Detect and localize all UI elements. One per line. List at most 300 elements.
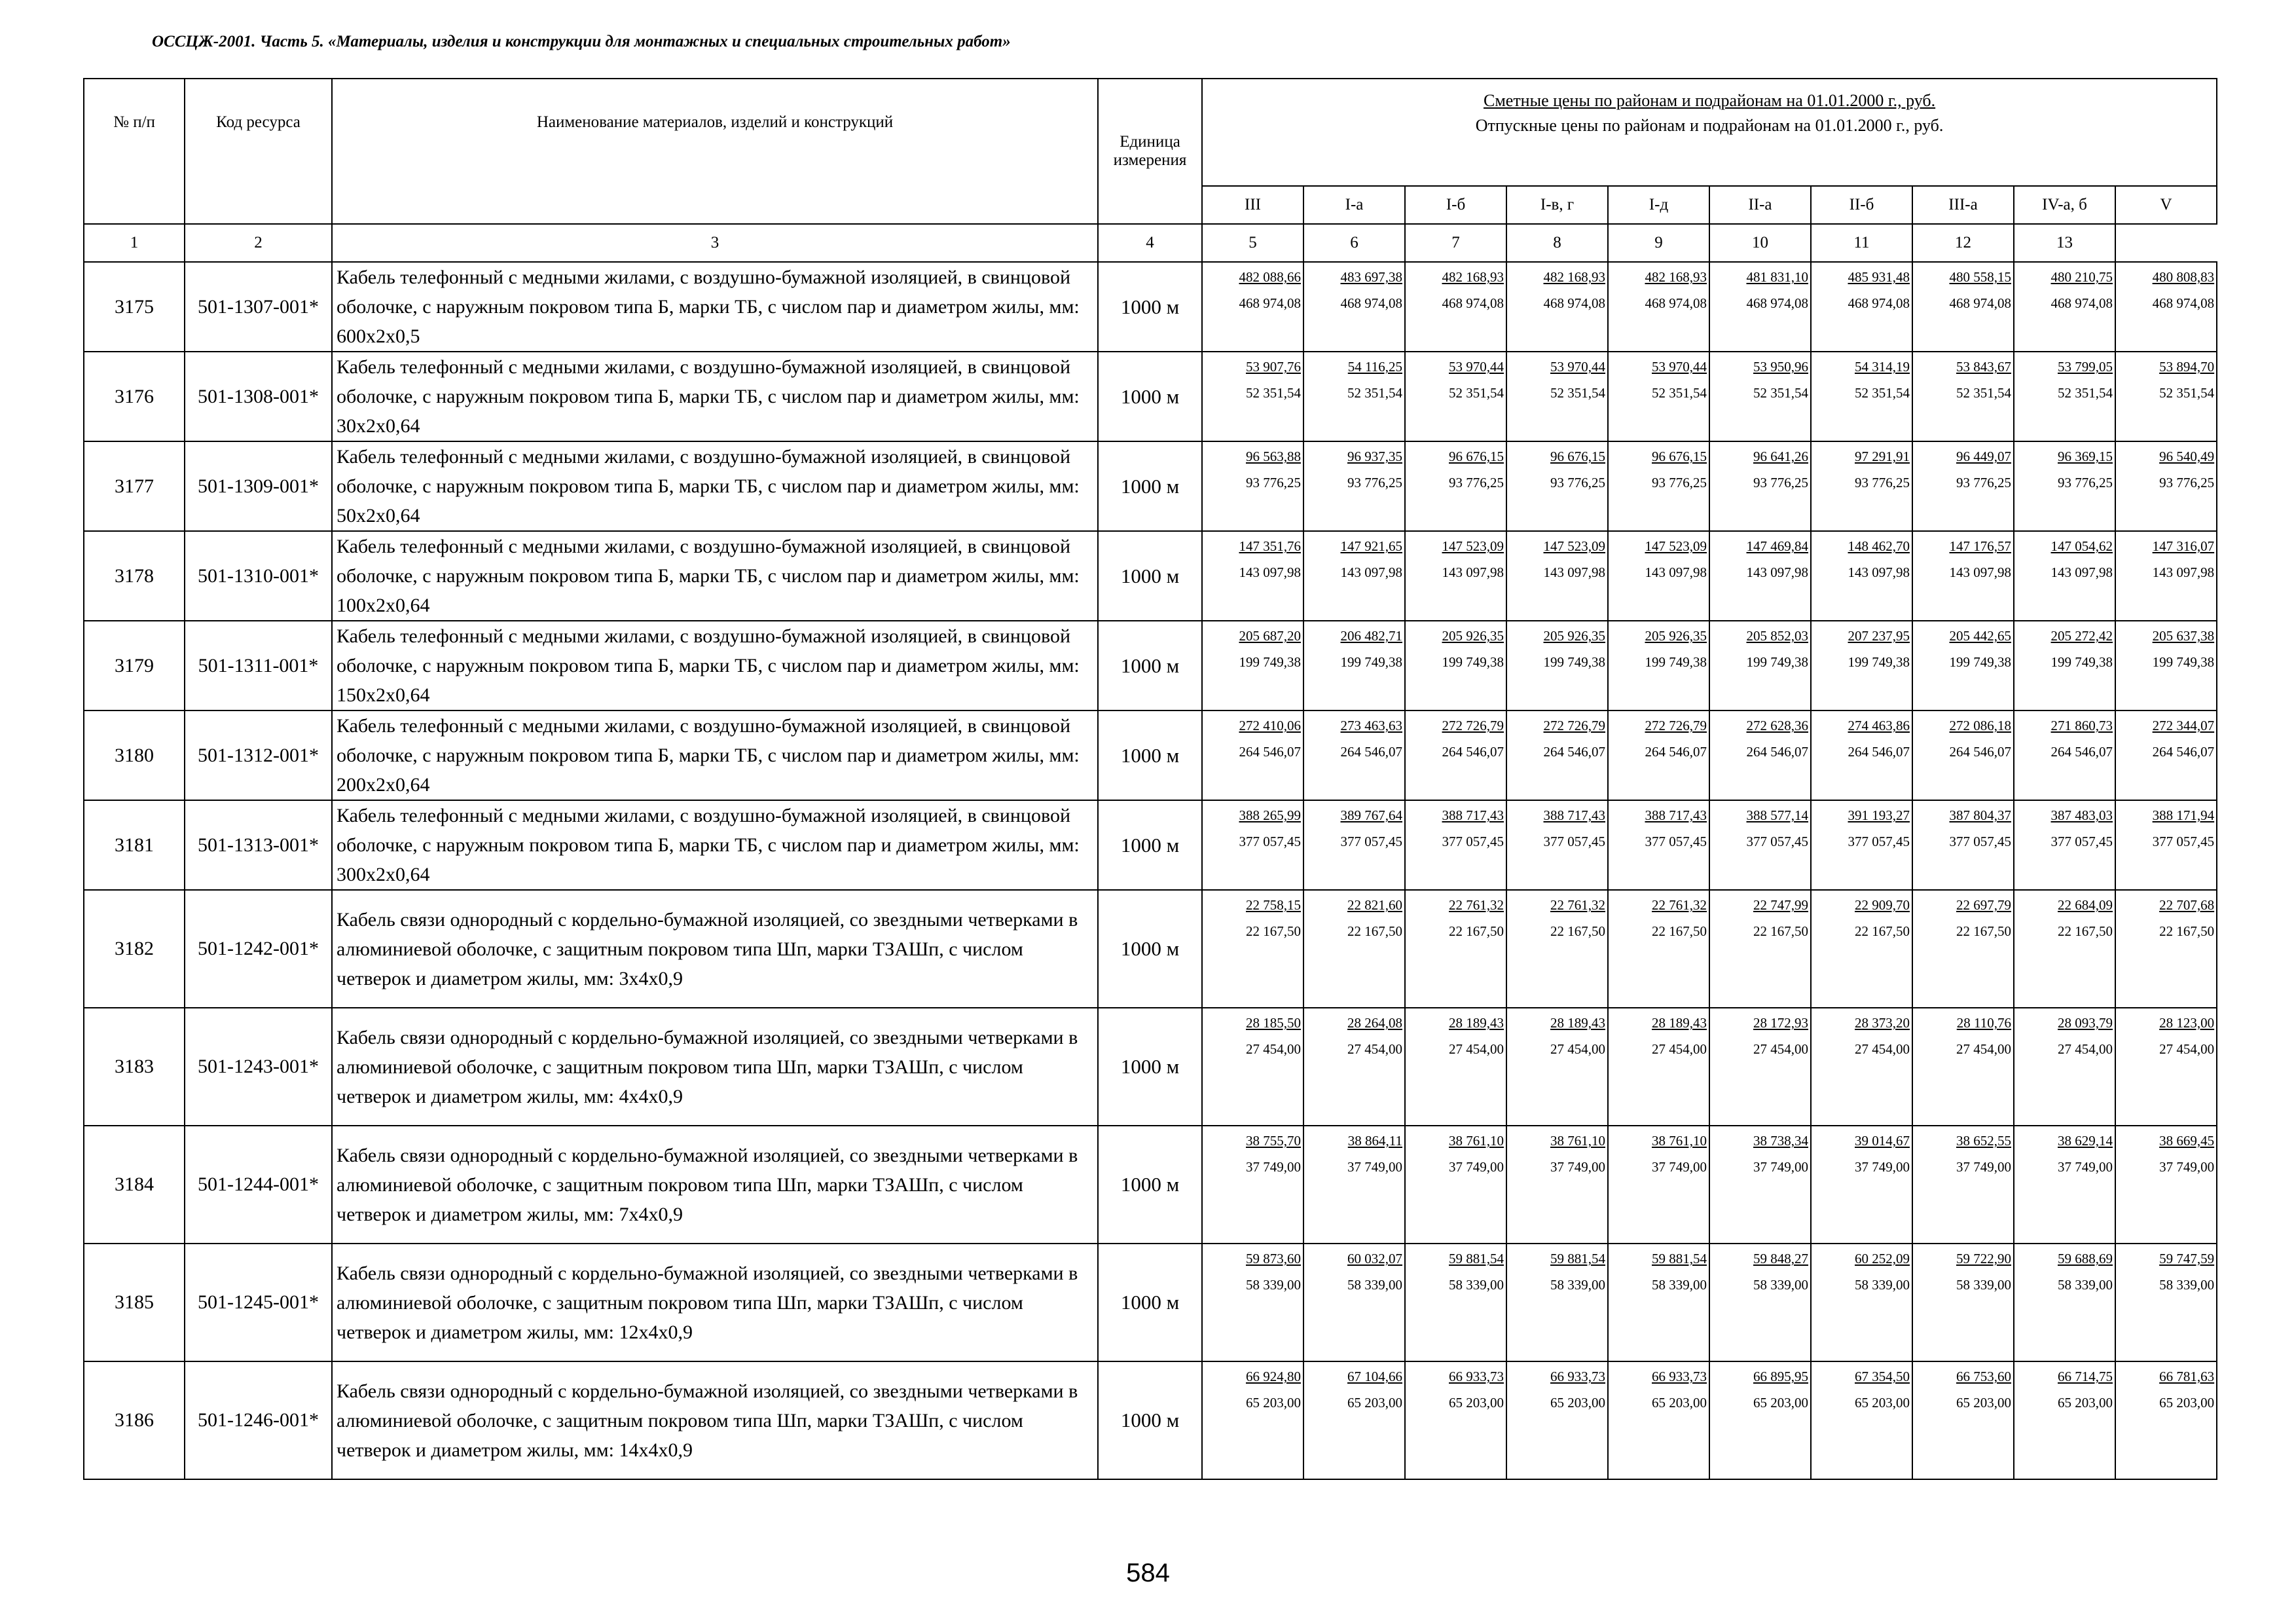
release-price: 143 097,98 bbox=[1848, 564, 1910, 580]
price-cell bbox=[1608, 621, 1709, 710]
estimate-price: 147 316,07 bbox=[2152, 538, 2215, 554]
price-cell bbox=[1811, 352, 1912, 441]
release-price: 264 546,07 bbox=[1543, 744, 1605, 760]
column-number: 2 bbox=[185, 224, 332, 262]
price-cell bbox=[2014, 531, 2115, 621]
estimate-price: 38 652,55 bbox=[1956, 1133, 2011, 1149]
price-cell bbox=[1811, 441, 1912, 531]
region-header: II-б bbox=[1811, 186, 1912, 224]
release-price: 58 339,00 bbox=[1449, 1277, 1504, 1293]
price-cell bbox=[1202, 1361, 1303, 1479]
price-cell bbox=[1912, 1126, 2014, 1244]
row-number: 3179 bbox=[84, 621, 185, 710]
estimate-price: 66 924,80 bbox=[1246, 1369, 1301, 1384]
release-price: 22 167,50 bbox=[1550, 923, 1605, 939]
price-cell bbox=[1303, 621, 1405, 710]
estimate-price: 147 176,57 bbox=[1949, 538, 2011, 554]
price-cell bbox=[1811, 621, 1912, 710]
price-cell bbox=[1405, 1126, 1506, 1244]
release-price: 93 776,25 bbox=[1956, 475, 2011, 490]
unit-of-measure: 1000 м bbox=[1098, 1008, 1202, 1126]
price-cell bbox=[1912, 1361, 2014, 1479]
price-cell bbox=[2014, 262, 2115, 352]
material-name: Кабель телефонный с медными жилами, с воздушно-бумажной изоляцией, в свинцовой оболочке, с наружным покровом типа Б, марки ТБ, с числом пар и диаметром жилы, мм: 150х2х0,64 bbox=[332, 621, 1098, 710]
price-cell bbox=[1202, 710, 1303, 800]
release-price: 22 167,50 bbox=[2058, 923, 2113, 939]
price-cell bbox=[1506, 262, 1608, 352]
estimate-price: 96 676,15 bbox=[1652, 449, 1707, 464]
resource-code: 501-1242-001* bbox=[185, 890, 332, 1008]
row-number: 3180 bbox=[84, 710, 185, 800]
release-price: 22 167,50 bbox=[1652, 923, 1707, 939]
release-price: 37 749,00 bbox=[1753, 1159, 1808, 1175]
estimate-price: 147 523,09 bbox=[1543, 538, 1605, 554]
price-cell bbox=[2014, 352, 2115, 441]
release-price: 143 097,98 bbox=[1746, 564, 1808, 580]
estimate-price: 22 761,32 bbox=[1449, 897, 1504, 913]
estimate-price: 66 933,73 bbox=[1550, 1369, 1605, 1384]
table-row bbox=[84, 710, 2217, 800]
release-price: 143 097,98 bbox=[2050, 564, 2113, 580]
estimate-price: 53 970,44 bbox=[1449, 359, 1504, 375]
release-price: 37 749,00 bbox=[1550, 1159, 1605, 1175]
price-cell bbox=[1202, 1244, 1303, 1361]
price-cell bbox=[1303, 1008, 1405, 1126]
release-price: 93 776,25 bbox=[1449, 475, 1504, 490]
release-price: 58 339,00 bbox=[1246, 1277, 1301, 1293]
release-price: 143 097,98 bbox=[1239, 564, 1301, 580]
estimate-price: 28 373,20 bbox=[1855, 1015, 1910, 1031]
price-cell bbox=[1506, 352, 1608, 441]
table-row bbox=[84, 1361, 2217, 1479]
price-cell bbox=[1912, 531, 2014, 621]
release-price: 199 749,38 bbox=[2050, 654, 2113, 670]
price-cell bbox=[2014, 441, 2115, 531]
price-cell bbox=[1303, 1244, 1405, 1361]
column-number: 3 bbox=[332, 224, 1098, 262]
unit-of-measure: 1000 м bbox=[1098, 262, 1202, 352]
price-cell bbox=[1608, 1361, 1709, 1479]
price-cell bbox=[1912, 621, 2014, 710]
release-price: 27 454,00 bbox=[1753, 1041, 1808, 1057]
estimate-price: 38 761,10 bbox=[1550, 1133, 1605, 1149]
estimate-price: 482 168,93 bbox=[1543, 269, 1605, 285]
price-table bbox=[83, 78, 2217, 1480]
price-cell bbox=[1811, 710, 1912, 800]
material-name: Кабель связи однородный с кордельно-бумажной изоляцией, со звездными четверками в алюминиевой оболочке, с защитным покровом типа Шп, марки ТЗАШп, с числом четверок и диаметром жилы, мм: 4х4х0,9 bbox=[332, 1008, 1098, 1126]
estimate-price: 147 921,65 bbox=[1340, 538, 1402, 554]
estimate-price: 96 937,35 bbox=[1347, 449, 1402, 464]
price-cell bbox=[1202, 1008, 1303, 1126]
release-price: 468 974,08 bbox=[2152, 295, 2215, 311]
release-price: 65 203,00 bbox=[2058, 1395, 2113, 1411]
price-cell bbox=[1811, 531, 1912, 621]
material-name: Кабель связи однородный с кордельно-бумажной изоляцией, со звездными четверками в алюминиевой оболочке, с защитным покровом типа Шп, марки ТЗАШп, с числом четверок и диаметром жилы, мм: 14х4х0,9 bbox=[332, 1361, 1098, 1479]
release-price: 65 203,00 bbox=[1246, 1395, 1301, 1411]
price-cell bbox=[1303, 1361, 1405, 1479]
page-number: 584 bbox=[1126, 1559, 1170, 1587]
price-cell bbox=[1202, 890, 1303, 1008]
release-price: 58 339,00 bbox=[2058, 1277, 2113, 1293]
table-row bbox=[84, 1126, 2217, 1244]
release-price: 58 339,00 bbox=[1550, 1277, 1605, 1293]
price-cell bbox=[1405, 531, 1506, 621]
price-cell bbox=[1811, 800, 1912, 890]
estimate-price: 22 761,32 bbox=[1652, 897, 1707, 913]
col-header-code: Код ресурса bbox=[185, 79, 332, 224]
price-cell bbox=[1912, 1008, 2014, 1126]
estimate-price: 22 697,79 bbox=[1956, 897, 2011, 913]
estimate-price: 96 641,26 bbox=[1753, 449, 1808, 464]
price-cell bbox=[2014, 1361, 2115, 1479]
estimate-price: 207 237,95 bbox=[1848, 628, 1910, 644]
price-cell bbox=[1709, 1126, 1811, 1244]
table-row bbox=[84, 262, 2217, 352]
column-number: 12 bbox=[1912, 224, 2014, 262]
release-price: 22 167,50 bbox=[1246, 923, 1301, 939]
price-cell bbox=[1202, 531, 1303, 621]
estimate-price: 482 168,93 bbox=[1442, 269, 1504, 285]
material-name: Кабель телефонный с медными жилами, с воздушно-бумажной изоляцией, в свинцовой оболочке, с наружным покровом типа Б, марки ТБ, с числом пар и диаметром жилы, мм: 50х2х0,64 bbox=[332, 441, 1098, 531]
estimate-price: 66 895,95 bbox=[1753, 1369, 1808, 1384]
estimate-price: 60 032,07 bbox=[1347, 1251, 1402, 1266]
price-cell bbox=[2014, 710, 2115, 800]
release-price: 199 749,38 bbox=[1340, 654, 1402, 670]
release-price: 264 546,07 bbox=[1848, 744, 1910, 760]
estimate-price: 53 843,67 bbox=[1956, 359, 2011, 375]
release-price: 27 454,00 bbox=[1449, 1041, 1504, 1057]
estimate-price: 22 684,09 bbox=[2058, 897, 2113, 913]
price-cell bbox=[2115, 352, 2217, 441]
estimate-price: 273 463,63 bbox=[1340, 718, 1402, 733]
estimate-price: 54 314,19 bbox=[1855, 359, 1910, 375]
price-cell bbox=[1202, 441, 1303, 531]
release-price: 264 546,07 bbox=[1746, 744, 1808, 760]
release-price: 93 776,25 bbox=[1855, 475, 1910, 490]
release-price: 468 974,08 bbox=[1746, 295, 1808, 311]
release-price: 65 203,00 bbox=[1855, 1395, 1910, 1411]
release-price: 37 749,00 bbox=[2159, 1159, 2215, 1175]
estimate-price: 22 909,70 bbox=[1855, 897, 1910, 913]
resource-code: 501-1246-001* bbox=[185, 1361, 332, 1479]
release-price: 37 749,00 bbox=[1449, 1159, 1504, 1175]
row-number: 3182 bbox=[84, 890, 185, 1008]
release-price: 27 454,00 bbox=[1246, 1041, 1301, 1057]
estimate-price: 96 563,88 bbox=[1246, 449, 1301, 464]
estimate-price: 388 171,94 bbox=[2152, 807, 2215, 823]
estimate-price: 28 189,43 bbox=[1449, 1015, 1504, 1031]
price-cell bbox=[2014, 800, 2115, 890]
estimate-price: 28 110,76 bbox=[1956, 1015, 2011, 1031]
page-header-title: ОССЦЖ-2001. Часть 5. «Материалы, изделия и конструкции для монтажных и специальных строительных работ» bbox=[152, 33, 1011, 50]
estimate-price: 22 747,99 bbox=[1753, 897, 1808, 913]
estimate-price: 480 558,15 bbox=[1949, 269, 2011, 285]
price-cell bbox=[1202, 621, 1303, 710]
estimate-price: 205 637,38 bbox=[2152, 628, 2215, 644]
release-price: 264 546,07 bbox=[1239, 744, 1301, 760]
table-row bbox=[84, 1244, 2217, 1361]
release-price: 22 167,50 bbox=[1753, 923, 1808, 939]
price-cell bbox=[1608, 441, 1709, 531]
material-name: Кабель связи однородный с кордельно-бумажной изоляцией, со звездными четверками в алюминиевой оболочке, с защитным покровом типа Шп, марки ТЗАШп, с числом четверок и диаметром жилы, мм: 12х4х0,9 bbox=[332, 1244, 1098, 1361]
estimate-price: 22 707,68 bbox=[2159, 897, 2215, 913]
release-price: 52 351,54 bbox=[1347, 385, 1402, 401]
estimate-price: 59 873,60 bbox=[1246, 1251, 1301, 1266]
column-number: 11 bbox=[1811, 224, 1912, 262]
release-price: 199 749,38 bbox=[1848, 654, 1910, 670]
estimate-price: 96 369,15 bbox=[2058, 449, 2113, 464]
unit-of-measure: 1000 м bbox=[1098, 352, 1202, 441]
release-price: 199 749,38 bbox=[2152, 654, 2215, 670]
release-price: 93 776,25 bbox=[2159, 475, 2215, 490]
price-cell bbox=[1303, 262, 1405, 352]
estimate-price: 272 726,79 bbox=[1645, 718, 1707, 733]
col-header-no: № п/п bbox=[84, 79, 185, 224]
price-cell bbox=[1303, 352, 1405, 441]
estimate-price: 97 291,91 bbox=[1855, 449, 1910, 464]
release-price: 52 351,54 bbox=[1246, 385, 1301, 401]
estimate-price: 391 193,27 bbox=[1848, 807, 1910, 823]
price-cell bbox=[2115, 1361, 2217, 1479]
table-row bbox=[84, 352, 2217, 441]
estimate-price: 272 726,79 bbox=[1442, 718, 1504, 733]
price-cell bbox=[1405, 352, 1506, 441]
price-cell bbox=[2115, 621, 2217, 710]
unit-of-measure: 1000 м bbox=[1098, 1126, 1202, 1244]
estimate-price: 53 799,05 bbox=[2058, 359, 2113, 375]
release-price: 93 776,25 bbox=[2058, 475, 2113, 490]
release-price: 377 057,45 bbox=[1442, 834, 1504, 849]
release-price: 264 546,07 bbox=[2152, 744, 2215, 760]
estimate-price: 54 116,25 bbox=[1347, 359, 1402, 375]
row-number: 3183 bbox=[84, 1008, 185, 1126]
price-cell bbox=[1709, 621, 1811, 710]
price-cell bbox=[1405, 1244, 1506, 1361]
release-price: 27 454,00 bbox=[2058, 1041, 2113, 1057]
release-price: 37 749,00 bbox=[1347, 1159, 1402, 1175]
release-price: 199 749,38 bbox=[1645, 654, 1707, 670]
price-cell bbox=[2115, 531, 2217, 621]
price-cell bbox=[1912, 441, 2014, 531]
release-price: 58 339,00 bbox=[1956, 1277, 2011, 1293]
release-price: 27 454,00 bbox=[2159, 1041, 2215, 1057]
estimate-price: 388 577,14 bbox=[1746, 807, 1808, 823]
price-cell bbox=[1506, 710, 1608, 800]
release-price: 52 351,54 bbox=[2058, 385, 2113, 401]
price-cell bbox=[1709, 531, 1811, 621]
release-price: 65 203,00 bbox=[2159, 1395, 2215, 1411]
price-cell bbox=[1202, 1126, 1303, 1244]
table-row bbox=[84, 441, 2217, 531]
release-price: 65 203,00 bbox=[1652, 1395, 1707, 1411]
estimate-price: 388 717,43 bbox=[1543, 807, 1605, 823]
price-cell bbox=[1811, 1126, 1912, 1244]
release-price: 37 749,00 bbox=[2058, 1159, 2113, 1175]
material-name: Кабель телефонный с медными жилами, с воздушно-бумажной изоляцией, в свинцовой оболочке, с наружным покровом типа Б, марки ТБ, с числом пар и диаметром жилы, мм: 600х2х0,5 bbox=[332, 262, 1098, 352]
resource-code: 501-1307-001* bbox=[185, 262, 332, 352]
price-cell bbox=[1811, 1244, 1912, 1361]
estimate-price: 96 540,49 bbox=[2159, 449, 2215, 464]
price-cell bbox=[2115, 890, 2217, 1008]
price-cell bbox=[1608, 710, 1709, 800]
estimate-price: 59 688,69 bbox=[2058, 1251, 2113, 1266]
release-price: 143 097,98 bbox=[1949, 564, 2011, 580]
price-cell bbox=[1303, 1126, 1405, 1244]
price-cell bbox=[1709, 1361, 1811, 1479]
column-number: 4 bbox=[1098, 224, 1202, 262]
material-name: Кабель телефонный с медными жилами, с воздушно-бумажной изоляцией, в свинцовой оболочке, с наружным покровом типа Б, марки ТБ, с числом пар и диаметром жилы, мм: 200х2х0,64 bbox=[332, 710, 1098, 800]
unit-of-measure: 1000 м bbox=[1098, 800, 1202, 890]
table-row bbox=[84, 1008, 2217, 1126]
price-cell bbox=[1506, 441, 1608, 531]
release-price: 377 057,45 bbox=[1746, 834, 1808, 849]
price-cell bbox=[1608, 1244, 1709, 1361]
estimate-price: 147 523,09 bbox=[1645, 538, 1707, 554]
estimate-price: 96 449,07 bbox=[1956, 449, 2011, 464]
estimate-price: 147 523,09 bbox=[1442, 538, 1504, 554]
release-price: 58 339,00 bbox=[1753, 1277, 1808, 1293]
column-number: 6 bbox=[1303, 224, 1405, 262]
price-cell bbox=[1912, 710, 2014, 800]
release-price: 52 351,54 bbox=[1652, 385, 1707, 401]
resource-code: 501-1243-001* bbox=[185, 1008, 332, 1126]
release-price: 52 351,54 bbox=[1449, 385, 1504, 401]
row-number: 3175 bbox=[84, 262, 185, 352]
price-cell bbox=[1709, 1008, 1811, 1126]
estimate-price: 39 014,67 bbox=[1855, 1133, 1910, 1149]
estimate-price: 59 881,54 bbox=[1550, 1251, 1605, 1266]
column-number: 10 bbox=[1709, 224, 1811, 262]
release-price: 22 167,50 bbox=[2159, 923, 2215, 939]
region-header: V bbox=[2115, 186, 2217, 224]
estimate-price: 28 185,50 bbox=[1246, 1015, 1301, 1031]
release-price: 52 351,54 bbox=[1956, 385, 2011, 401]
unit-of-measure: 1000 м bbox=[1098, 531, 1202, 621]
estimate-price: 59 881,54 bbox=[1652, 1251, 1707, 1266]
release-price: 143 097,98 bbox=[1645, 564, 1707, 580]
prices-release-caption: Отпускные цены по районам и подрайонам на 01.01.2000 г., руб. bbox=[1475, 116, 1944, 135]
price-cell bbox=[2115, 1244, 2217, 1361]
price-cell bbox=[1506, 1008, 1608, 1126]
release-price: 199 749,38 bbox=[1239, 654, 1301, 670]
estimate-price: 59 722,90 bbox=[1956, 1251, 2011, 1266]
col-header-prices bbox=[1202, 79, 2217, 186]
price-cell bbox=[1405, 800, 1506, 890]
release-price: 377 057,45 bbox=[2050, 834, 2113, 849]
table-row bbox=[84, 621, 2217, 710]
estimate-price: 38 629,14 bbox=[2058, 1133, 2113, 1149]
material-name: Кабель телефонный с медными жилами, с воздушно-бумажной изоляцией, в свинцовой оболочке, с наружным покровом типа Б, марки ТБ, с числом пар и диаметром жилы, мм: 300х2х0,64 bbox=[332, 800, 1098, 890]
release-price: 65 203,00 bbox=[1347, 1395, 1402, 1411]
release-price: 468 974,08 bbox=[2050, 295, 2113, 311]
prices-estimate-caption: Сметные цены по районам и подрайонам на 01.01.2000 г., руб. bbox=[1483, 91, 1936, 110]
estimate-price: 59 747,59 bbox=[2159, 1251, 2215, 1266]
resource-code: 501-1309-001* bbox=[185, 441, 332, 531]
estimate-price: 38 761,10 bbox=[1449, 1133, 1504, 1149]
material-name: Кабель телефонный с медными жилами, с воздушно-бумажной изоляцией, в свинцовой оболочке, с наружным покровом типа Б, марки ТБ, с числом пар и диаметром жилы, мм: 30х2х0,64 bbox=[332, 352, 1098, 441]
unit-of-measure: 1000 м bbox=[1098, 441, 1202, 531]
estimate-price: 205 852,03 bbox=[1746, 628, 1808, 644]
estimate-price: 482 168,93 bbox=[1645, 269, 1707, 285]
row-number: 3178 bbox=[84, 531, 185, 621]
column-number: 13 bbox=[2014, 224, 2115, 262]
price-cell bbox=[1405, 1361, 1506, 1479]
release-price: 143 097,98 bbox=[1543, 564, 1605, 580]
release-price: 27 454,00 bbox=[1550, 1041, 1605, 1057]
estimate-price: 147 054,62 bbox=[2050, 538, 2113, 554]
estimate-price: 147 469,84 bbox=[1746, 538, 1808, 554]
region-header: I-а bbox=[1303, 186, 1405, 224]
release-price: 22 167,50 bbox=[1347, 923, 1402, 939]
release-price: 377 057,45 bbox=[1848, 834, 1910, 849]
estimate-price: 59 848,27 bbox=[1753, 1251, 1808, 1266]
price-cell bbox=[1608, 1126, 1709, 1244]
table-row bbox=[84, 890, 2217, 1008]
release-price: 143 097,98 bbox=[1340, 564, 1402, 580]
estimate-price: 28 093,79 bbox=[2058, 1015, 2113, 1031]
release-price: 37 749,00 bbox=[1246, 1159, 1301, 1175]
release-price: 93 776,25 bbox=[1347, 475, 1402, 490]
price-cell bbox=[1506, 621, 1608, 710]
price-cell bbox=[1506, 1361, 1608, 1479]
release-price: 199 749,38 bbox=[1949, 654, 2011, 670]
estimate-price: 53 970,44 bbox=[1652, 359, 1707, 375]
release-price: 264 546,07 bbox=[1949, 744, 2011, 760]
table-row bbox=[84, 531, 2217, 621]
estimate-price: 22 758,15 bbox=[1246, 897, 1301, 913]
price-cell bbox=[2014, 890, 2115, 1008]
price-cell bbox=[1608, 531, 1709, 621]
release-price: 468 974,08 bbox=[1848, 295, 1910, 311]
price-cell bbox=[1405, 1008, 1506, 1126]
release-price: 37 749,00 bbox=[1652, 1159, 1707, 1175]
release-price: 468 974,08 bbox=[1442, 295, 1504, 311]
table-row bbox=[84, 800, 2217, 890]
estimate-price: 67 354,50 bbox=[1855, 1369, 1910, 1384]
price-cell bbox=[1709, 890, 1811, 1008]
estimate-price: 272 628,36 bbox=[1746, 718, 1808, 733]
release-price: 143 097,98 bbox=[2152, 564, 2215, 580]
price-cell bbox=[1811, 890, 1912, 1008]
price-cell bbox=[2115, 441, 2217, 531]
resource-code: 501-1313-001* bbox=[185, 800, 332, 890]
price-cell bbox=[1202, 262, 1303, 352]
release-price: 27 454,00 bbox=[1652, 1041, 1707, 1057]
price-cell bbox=[1608, 800, 1709, 890]
price-cell bbox=[1709, 1244, 1811, 1361]
release-price: 377 057,45 bbox=[1239, 834, 1301, 849]
price-cell bbox=[1202, 352, 1303, 441]
estimate-price: 272 344,07 bbox=[2152, 718, 2215, 733]
price-cell bbox=[1405, 441, 1506, 531]
estimate-price: 388 717,43 bbox=[1645, 807, 1707, 823]
estimate-price: 480 808,83 bbox=[2152, 269, 2215, 285]
release-price: 37 749,00 bbox=[1855, 1159, 1910, 1175]
region-header: I-б bbox=[1405, 186, 1506, 224]
estimate-price: 53 907,76 bbox=[1246, 359, 1301, 375]
estimate-price: 38 669,45 bbox=[2159, 1133, 2215, 1149]
unit-of-measure: 1000 м bbox=[1098, 710, 1202, 800]
unit-of-measure: 1000 м bbox=[1098, 621, 1202, 710]
estimate-price: 388 265,99 bbox=[1239, 807, 1301, 823]
price-cell bbox=[1405, 710, 1506, 800]
estimate-price: 38 864,11 bbox=[1347, 1133, 1402, 1149]
row-number: 3186 bbox=[84, 1361, 185, 1479]
price-cell bbox=[1709, 441, 1811, 531]
resource-code: 501-1245-001* bbox=[185, 1244, 332, 1361]
price-cell bbox=[2014, 1244, 2115, 1361]
price-cell bbox=[1912, 890, 2014, 1008]
